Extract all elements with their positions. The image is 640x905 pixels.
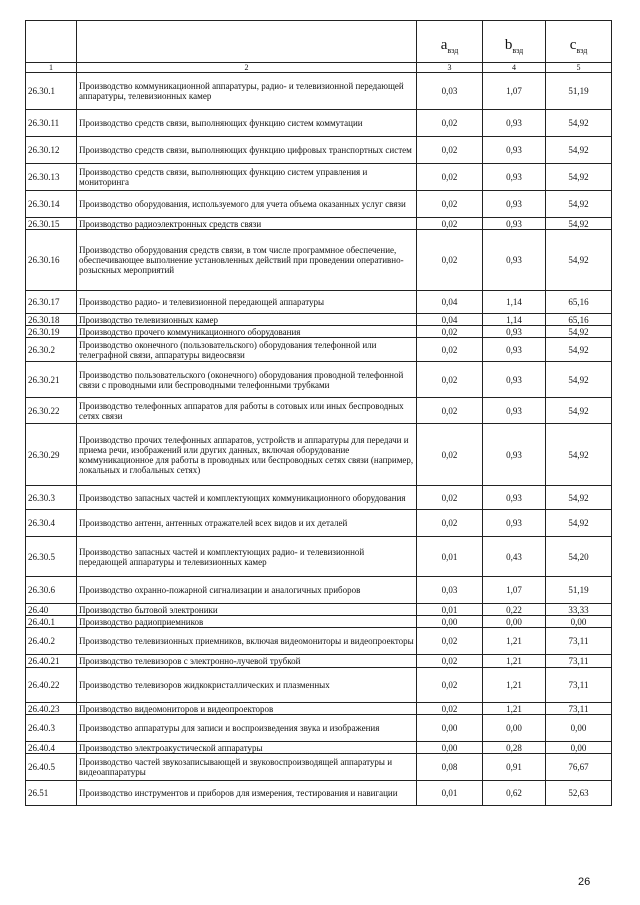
value-a: 0,04 [417, 314, 483, 326]
value-a: 0,04 [417, 291, 483, 314]
value-b: 0,22 [483, 604, 546, 616]
row-name: Производство антенн, антенных отражателей всех видов и их деталей [77, 510, 417, 537]
table-row [26, 164, 612, 191]
value-a: 0,01 [417, 781, 483, 806]
row-name: Производство телевизионных камер [77, 314, 417, 326]
value-b: 0,93 [483, 137, 546, 164]
row-name: Производство инструментов и приборов для измерения, тестирования и навигации [77, 781, 417, 806]
row-name: Производство оборудования, используемого для учета объема оказанных услуг связи [77, 191, 417, 218]
value-c: 33,33 [546, 604, 612, 616]
value-c: 54,92 [546, 338, 612, 362]
value-c: 73,11 [546, 703, 612, 715]
value-c: 54,92 [546, 218, 612, 230]
value-a: 0,02 [417, 137, 483, 164]
value-b: 0,43 [483, 537, 546, 577]
value-c: 51,19 [546, 577, 612, 604]
value-b: 0,93 [483, 326, 546, 338]
value-a: 0,02 [417, 424, 483, 486]
row-name: Производство средств связи, выполняющих функцию цифровых транспортных систем [77, 137, 417, 164]
value-a: 0,00 [417, 715, 483, 742]
coefficients-table [25, 20, 612, 806]
row-name: Производство телевизоров с электронно-лучевой трубкой [77, 655, 417, 668]
value-b: 1,21 [483, 703, 546, 715]
value-c: 54,92 [546, 398, 612, 424]
table-row [26, 715, 612, 742]
table-row [26, 291, 612, 314]
value-c: 73,11 [546, 668, 612, 703]
value-a: 0,08 [417, 754, 483, 781]
row-name: Производство бытовой электроники [77, 604, 417, 616]
row-code: 26.30.12 [26, 137, 77, 164]
value-c: 54,92 [546, 137, 612, 164]
row-name: Производство телевизоров жидкокристаллических и плазменных [77, 668, 417, 703]
header-cell-c: $c_{вэд}$ [546, 21, 612, 63]
row-code: 26.40.4 [26, 742, 77, 754]
value-c: 54,92 [546, 326, 612, 338]
value-b: 1,21 [483, 655, 546, 668]
value-b: 0,00 [483, 715, 546, 742]
row-code: 26.30.4 [26, 510, 77, 537]
value-b: 0,93 [483, 164, 546, 191]
row-code: 26.40.3 [26, 715, 77, 742]
value-b: 0,93 [483, 110, 546, 137]
table-row [26, 362, 612, 398]
row-name: Производство радиоэлектронных средств связи [77, 218, 417, 230]
column-number: 3 [417, 63, 483, 73]
value-b: 0,93 [483, 510, 546, 537]
value-b: 1,07 [483, 577, 546, 604]
value-a: 0,02 [417, 164, 483, 191]
table-row [26, 604, 612, 616]
row-code: 26.40.21 [26, 655, 77, 668]
row-code: 26.51 [26, 781, 77, 806]
row-name: Производство коммуникационной аппаратуры, радио- и телевизионной передающей аппаратуры, телевизионных камер [77, 73, 417, 110]
value-c: 0,00 [546, 715, 612, 742]
value-a: 0,02 [417, 110, 483, 137]
row-name: Производство электроакустической аппаратуры [77, 742, 417, 754]
column-number: 4 [483, 63, 546, 73]
value-a: 0,02 [417, 668, 483, 703]
row-code: 26.30.11 [26, 110, 77, 137]
column-number: 1 [26, 63, 77, 73]
value-b: 0,93 [483, 398, 546, 424]
value-a: 0,02 [417, 191, 483, 218]
value-c: 54,92 [546, 424, 612, 486]
value-b: 0,93 [483, 424, 546, 486]
table-row [26, 703, 612, 715]
value-c: 51,19 [546, 73, 612, 110]
table-row [26, 742, 612, 754]
table-row [26, 655, 612, 668]
row-code: 26.40.5 [26, 754, 77, 781]
column-number-row [26, 63, 612, 73]
value-a: 0,02 [417, 338, 483, 362]
row-name: Производство оборудования средств связи, в том числе программное обеспечение, обеспечивающее выполнение установленных действий при проведении оперативно-розыскных мероприятий [77, 230, 417, 291]
value-a: 0,02 [417, 703, 483, 715]
row-code: 26.40 [26, 604, 77, 616]
value-b: 1,21 [483, 668, 546, 703]
value-c: 54,20 [546, 537, 612, 577]
row-name: Производство запасных частей и комплектующих радио- и телевизионной передающей аппаратуры и телевизионных камер [77, 537, 417, 577]
value-c: 65,16 [546, 291, 612, 314]
value-c: 54,92 [546, 164, 612, 191]
row-name: Производство аппаратуры для записи и воспроизведения звука и изображения [77, 715, 417, 742]
table-row [26, 338, 612, 362]
row-code: 26.40.1 [26, 616, 77, 628]
row-name: Производство видеомониторов и видеопроекторов [77, 703, 417, 715]
table-row [26, 137, 612, 164]
value-b: 0,91 [483, 754, 546, 781]
value-c: 54,92 [546, 362, 612, 398]
value-c: 65,16 [546, 314, 612, 326]
row-code: 26.30.17 [26, 291, 77, 314]
value-c: 0,00 [546, 742, 612, 754]
value-a: 0,02 [417, 326, 483, 338]
value-c: 73,11 [546, 655, 612, 668]
value-a: 0,00 [417, 616, 483, 628]
row-code: 26.30.15 [26, 218, 77, 230]
value-a: 0,00 [417, 742, 483, 754]
table-row [26, 510, 612, 537]
row-name: Производство прочих телефонных аппаратов, устройств и аппаратуры для передачи и приема речи, изображений или других данных, включая оборудование коммуникационное для работы в проводных или беспроводных сетях связи (например, локальных и глобальных сетях) [77, 424, 417, 486]
table-row [26, 537, 612, 577]
row-code: 26.30.29 [26, 424, 77, 486]
value-c: 54,92 [546, 230, 612, 291]
row-name: Производство частей звукозаписывающей и звуковоспроизводящей аппаратуры и видеоаппаратуры [77, 754, 417, 781]
value-b: 1,14 [483, 314, 546, 326]
row-code: 26.40.22 [26, 668, 77, 703]
value-b: 0,93 [483, 230, 546, 291]
value-c: 52,63 [546, 781, 612, 806]
row-code: 26.30.19 [26, 326, 77, 338]
row-code: 26.40.23 [26, 703, 77, 715]
row-code: 26.30.16 [26, 230, 77, 291]
value-c: 73,11 [546, 628, 612, 655]
table-row [26, 754, 612, 781]
value-a: 0,02 [417, 486, 483, 510]
value-a: 0,03 [417, 73, 483, 110]
row-name: Производство пользовательского (оконечного) оборудования проводной телефонной связи с проводными или беспроводными телефонными трубками [77, 362, 417, 398]
value-b: 0,00 [483, 616, 546, 628]
table-row [26, 326, 612, 338]
row-name: Производство радиоприемников [77, 616, 417, 628]
table-row [26, 486, 612, 510]
value-b: 0,93 [483, 338, 546, 362]
row-code: 26.40.2 [26, 628, 77, 655]
table-row [26, 577, 612, 604]
value-b: 1,14 [483, 291, 546, 314]
row-name: Производство прочего коммуникационного оборудования [77, 326, 417, 338]
row-name: Производство телефонных аппаратов для работы в сотовых или иных беспроводных сетях связи [77, 398, 417, 424]
value-c: 54,92 [546, 486, 612, 510]
value-a: 0,02 [417, 398, 483, 424]
value-a: 0,02 [417, 230, 483, 291]
value-a: 0,01 [417, 604, 483, 616]
row-name: Производство запасных частей и комплектующих коммуникационного оборудования [77, 486, 417, 510]
row-code: 26.30.5 [26, 537, 77, 577]
page-number: 26 [578, 876, 591, 888]
value-c: 54,92 [546, 191, 612, 218]
value-b: 0,28 [483, 742, 546, 754]
table-row [26, 781, 612, 806]
table-row [26, 668, 612, 703]
value-a: 0,02 [417, 510, 483, 537]
header-cell-b: $b_{вэд}$ [483, 21, 546, 63]
value-b: 0,62 [483, 781, 546, 806]
value-b: 0,93 [483, 362, 546, 398]
column-number: 5 [546, 63, 612, 73]
value-a: 0,02 [417, 655, 483, 668]
row-code: 26.30.1 [26, 73, 77, 110]
table-row [26, 230, 612, 291]
table-row [26, 398, 612, 424]
value-c: 76,67 [546, 754, 612, 781]
header-cell-code [26, 21, 77, 63]
value-b: 1,07 [483, 73, 546, 110]
row-code: 26.30.21 [26, 362, 77, 398]
row-name: Производство средств связи, выполняющих функцию систем управления и мониторинга [77, 164, 417, 191]
table-row [26, 110, 612, 137]
value-a: 0,02 [417, 362, 483, 398]
row-name: Производство оконечного (пользовательского) оборудования телефонной или телеграфной связи, аппаратуры видеосвязи [77, 338, 417, 362]
value-a: 0,01 [417, 537, 483, 577]
row-code: 26.30.18 [26, 314, 77, 326]
header-row [26, 21, 612, 63]
table-row [26, 424, 612, 486]
table-row [26, 191, 612, 218]
row-code: 26.30.6 [26, 577, 77, 604]
table-row [26, 628, 612, 655]
row-name: Производство телевизионных приемников, включая видеомониторы и видеопроекторы [77, 628, 417, 655]
value-a: 0,03 [417, 577, 483, 604]
value-a: 0,02 [417, 218, 483, 230]
header-cell-a: $a_{вэд}$ [417, 21, 483, 63]
value-a: 0,02 [417, 628, 483, 655]
value-c: 54,92 [546, 510, 612, 537]
row-name: Производство радио- и телевизионной передающей аппаратуры [77, 291, 417, 314]
value-b: 0,93 [483, 486, 546, 510]
row-code: 26.30.3 [26, 486, 77, 510]
header-cell-name [77, 21, 417, 63]
row-code: 26.30.22 [26, 398, 77, 424]
value-b: 0,93 [483, 218, 546, 230]
row-code: 26.30.14 [26, 191, 77, 218]
value-b: 0,93 [483, 191, 546, 218]
value-c: 0,00 [546, 616, 612, 628]
row-name: Производство охранно-пожарной сигнализации и аналогичных приборов [77, 577, 417, 604]
table-row [26, 73, 612, 110]
value-b: 1,21 [483, 628, 546, 655]
table-row [26, 616, 612, 628]
table-row [26, 314, 612, 326]
table-row [26, 218, 612, 230]
row-code: 26.30.2 [26, 338, 77, 362]
row-name: Производство средств связи, выполняющих функцию систем коммутации [77, 110, 417, 137]
row-code: 26.30.13 [26, 164, 77, 191]
column-number: 2 [77, 63, 417, 73]
value-c: 54,92 [546, 110, 612, 137]
